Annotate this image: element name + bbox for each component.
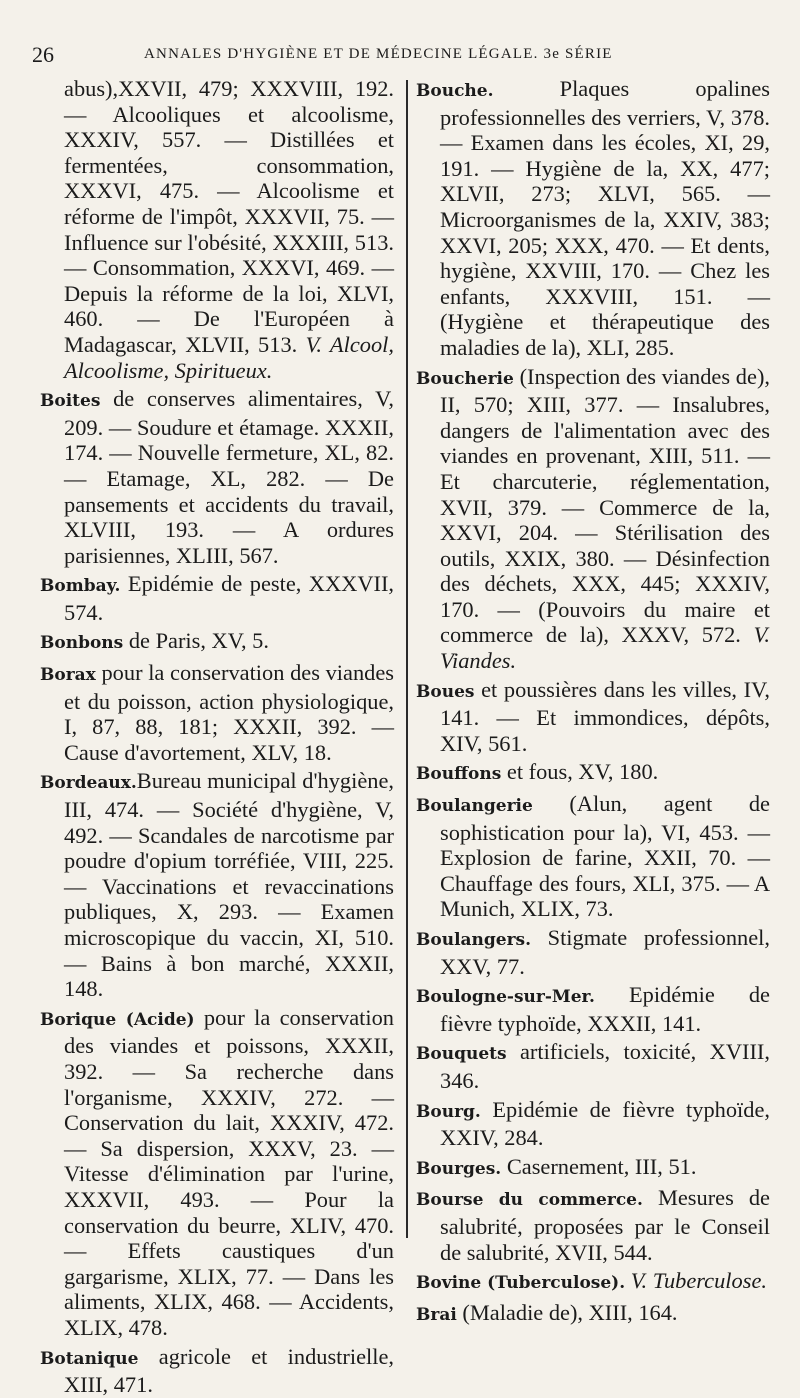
entry-text: (Maladie de), XIII, 164. — [456, 1299, 678, 1325]
entry-see-also: V. Alcool, Alcoolisme, Spiritueux. — [64, 331, 394, 383]
entry-text: Mesures de salubrité, proposées par le Conseil de salubrité, XVII, 544. — [440, 1185, 770, 1265]
entry-text: Casernement, III, 51. — [501, 1153, 697, 1179]
entry-headword: Bouffons — [416, 764, 502, 785]
entry-text: de conserves alimentaires, V, 209. — Soudure et étamage. XXXII, 174. — Nouvelle fermeture, XL, 82. — Etamage, XL, 282. — De pansements et accidents du travail, XLVIII, 193. — A ordures parisiennes, XLIII, 567. — [64, 386, 394, 568]
index-entry — [40, 768, 394, 1001]
entry-headword: Bourse du commerce. — [416, 1190, 643, 1211]
entry-text: Epidémie de fièvre typhoïde, XXIV, 284. — [440, 1096, 770, 1151]
entry-headword: Bombay. — [40, 576, 121, 597]
left-column — [40, 76, 394, 1398]
index-entry — [416, 1154, 770, 1183]
entry-text: Bureau municipal d'hygiène, III, 474. — Société d'hygiène, V, 492. — Scandales de narcotisme par poudre d'opium torréfiée, VIII, 225. — Vaccinations et revaccinations publiques, X, 293. — Examen microscopique du vaccin, XI, 510. — Bains à bon marché, XXXII, 148. — [64, 768, 394, 1002]
index-entry — [416, 1097, 770, 1151]
entry-text: abus),XXVII, 479; XXXVIII, 192. — Alcooliques et alcoolisme, XXXIV, 557. — Distillées et fermentées, consommation, XXXVI, 475. — Alcoolisme et réforme de l'impôt, XXXVII, 75. — Influence sur l'obésité, XXXIII, 513. — Consommation, XXXVI, 469. — Depuis la réforme de la loi, XLVI, 460. — De l'Européen à Madagascar, XLVII, 513. — [64, 76, 394, 357]
page-header — [32, 42, 772, 72]
entry-see-also: V. Tuberculose. — [630, 1268, 767, 1294]
entry-text: Epidémie de fièvre typhoïde, XXXII, 141. — [440, 982, 770, 1036]
entry-headword: Brai — [416, 1304, 457, 1325]
entry-headword: Bordeaux. — [40, 773, 137, 794]
entry-text: (Inspection des viandes de), II, 570; XIII, 377. — Insalubres, dangers de l'alimentation avec des viandes en provenant, XIII, 511. — Et charcuterie, réglementation, XVII, 379. — Commerce de la, XXVI, 204. — Stérilisation des outils, XXIX, 380. — Désinfection des déchets, XXX, 445; XXXIV, 170. — (Pouvoirs du maire et commerce de la), XXXV, 572. — [440, 363, 770, 648]
entry-text: artificiels, toxicité, XVIII, 346. — [440, 1039, 770, 1093]
index-entry — [416, 1268, 770, 1297]
column-divider — [406, 80, 408, 1238]
entry-headword: Boucherie — [416, 368, 514, 389]
entry-text: Stigmate professionnel, XXV, 77. — [440, 925, 770, 979]
entry-headword: Botanique — [40, 1348, 139, 1369]
entry-text: (Alun, agent de sophistication pour la), VI, 453. — Explosion de farine, XXII, 70. — Chauffage des fours, XLI, 375. — A Munich, XLIX, 73. — [440, 791, 770, 922]
entry-headword: Boulogne-sur-Mer. — [416, 987, 595, 1008]
index-entry — [40, 76, 394, 383]
entry-text: Epidémie de peste, XXXVII, 574. — [64, 571, 394, 625]
entry-headword: Borique (Acide) — [40, 1009, 195, 1030]
index-entry — [416, 982, 770, 1036]
entry-headword: Boites — [40, 391, 101, 412]
running-title: ANNALES D'HYGIÈNE ET DE MÉDECINE LÉGALE. 3e SÉRIE — [144, 46, 613, 62]
index-entry — [416, 364, 770, 674]
entry-headword: Boulangerie — [416, 796, 533, 817]
index-entry — [416, 791, 770, 922]
index-entry — [40, 571, 394, 625]
page-number: 26 — [32, 42, 54, 67]
entry-text: et poussières dans les villes, IV, 141. — Et immondices, dépôts, XIV, 561. — [440, 676, 770, 756]
entry-text: pour la conservation des viandes et du poisson, action physiologique, I, 87, 88, 181; XXXII, 392. — Cause d'avortement, XLV, 18. — [64, 660, 394, 765]
index-entry — [416, 759, 770, 788]
index-entry — [416, 677, 770, 757]
entry-text: et fous, XV, 180. — [501, 759, 659, 785]
entry-text: de Paris, XV, 5. — [123, 628, 269, 654]
entry-text: agricole et industrielle, XIII, 471. — [64, 1343, 394, 1398]
index-entry — [416, 1300, 770, 1329]
index-entry — [40, 1005, 394, 1341]
entry-see-also: V. Viandes. — [440, 622, 770, 674]
index-entry — [40, 1344, 394, 1398]
index-entry — [416, 1039, 770, 1093]
index-entry — [416, 925, 770, 979]
entry-headword: Bourg. — [416, 1101, 481, 1122]
entry-headword: Bourges. — [416, 1158, 502, 1179]
index-entry — [416, 1185, 770, 1265]
entry-text: pour la conservation des viandes et poissons, XXXII, 392. — Sa recherche dans l'organisme, XXXIV, 272. — Conservation du lait, XXXIV, 472. — Sa dispersion, XXXV, 23. — Vitesse d'élimination par l'urine, XXXVII, 493. — Pour la conservation du beurre, XLIV, 470. — Effets caustiques d'un gargarisme, XLIX, 77. — Dans les aliments, XLIX, 468. — Accidents, XLIX, 478. — [64, 1004, 394, 1340]
entry-headword: Borax — [40, 665, 96, 686]
entry-headword: Bovine (Tuberculose). — [416, 1273, 626, 1294]
entry-headword: Boulangers. — [416, 930, 532, 950]
entry-headword: Bouquets — [416, 1044, 507, 1065]
index-entry — [416, 76, 770, 361]
entry-text: Plaques opalines professionnelles des verriers, V, 378. — Examen dans les écoles, XI, 29, 191. — Hygiène de la, XX, 477; XLVII, 273; XLVI, 565. — Microorganismes de la, XXIV, 383; XXVI, 205; XXX, 470. — Et dents, hygiène, XXVIII, 170. — Chez les enfants, XXXVIII, 151. — (Hygiène et thérapeutique des maladies de la), XLI, 285. — [440, 76, 770, 360]
right-column — [416, 76, 770, 1325]
entry-headword: Bouche. — [416, 81, 494, 101]
entry-headword: Bonbons — [40, 633, 124, 654]
index-entry — [40, 660, 394, 765]
index-entry — [40, 386, 394, 568]
entry-headword: Boues — [416, 681, 475, 702]
index-entry — [40, 628, 394, 657]
